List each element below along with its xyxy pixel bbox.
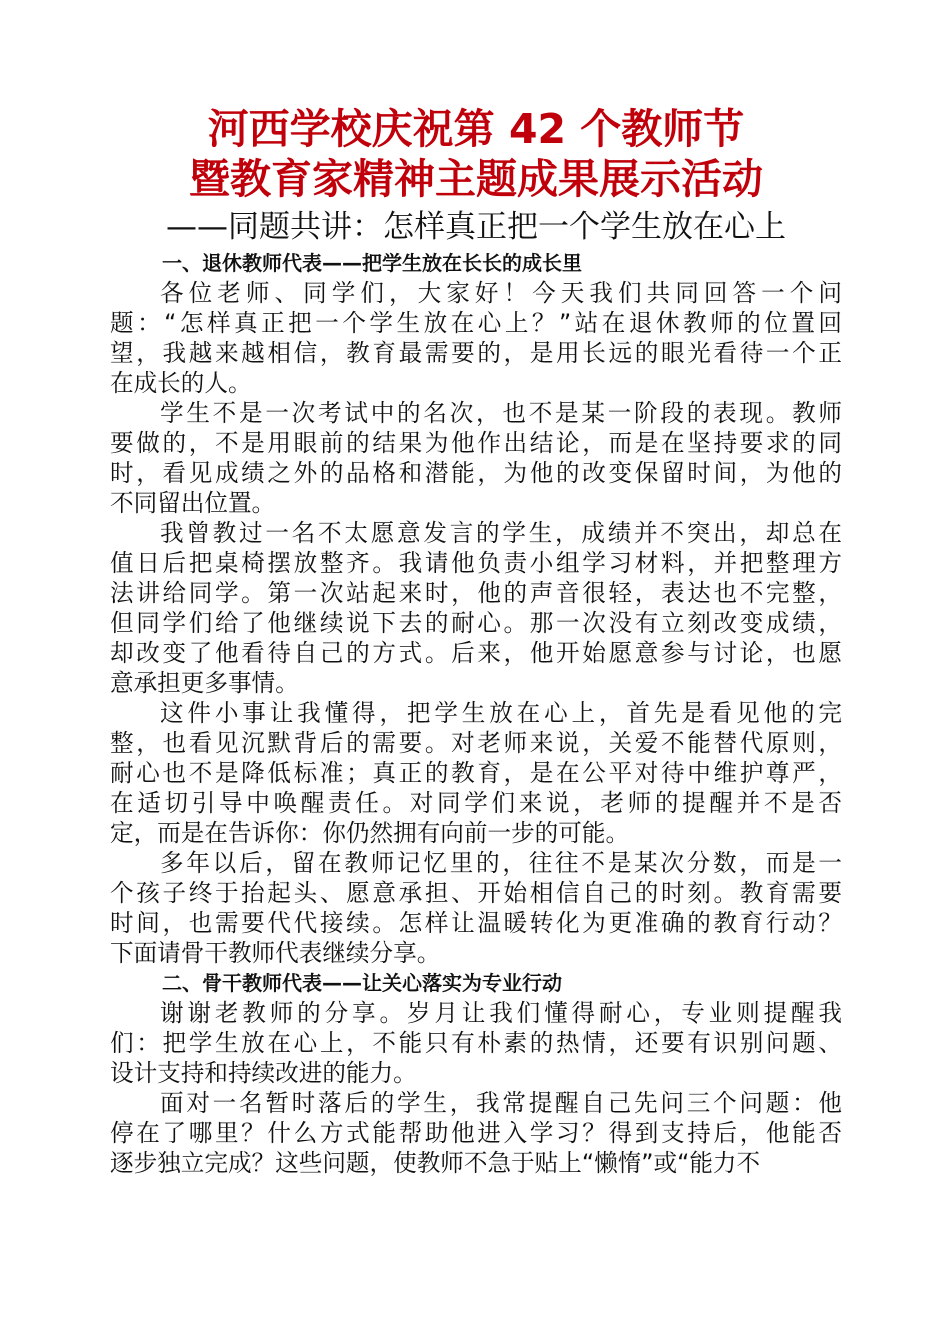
paragraph-line: 面对一名暂时落后的学生，我常提醒自己先问三个问题：他: [160, 1089, 842, 1117]
paragraph-line: 下面请骨干教师代表继续分享。: [110, 939, 441, 967]
document-page: [110, 104, 842, 1178]
title-line-2: 暨教育家精神主题成果展示活动: [189, 155, 763, 203]
paragraph-line: 耐心也不是降低标准；真正的教育，是在公平对待中维护尊严，: [110, 759, 842, 787]
paragraph-line: 个孩子终于抬起头、愿意承担、开始相信自己的时刻。教育需要: [110, 879, 842, 907]
paragraph-line: 谢谢老教师的分享。岁月让我们懂得耐心，专业则提醒我: [160, 999, 842, 1027]
subtitle: ——同题共讲：怎样真正把一个学生放在心上: [166, 209, 786, 245]
paragraph-line: 们：把学生放在心上，不能只有朴素的热情，还要有识别问题、: [110, 1029, 842, 1057]
paragraph-line: 逐步独立完成？这些问题，使教师不急于贴上“懒惰”或“能力不: [110, 1149, 761, 1177]
paragraph-line: 意承担更多事情。: [110, 669, 299, 697]
paragraph: [110, 518, 842, 698]
paragraph-line: 各位老师、同学们，大家好！今天我们共同回答一个问: [160, 279, 842, 307]
paragraph: [110, 698, 842, 848]
paragraph-line: 停在了哪里？什么方式能帮助他进入学习？得到支持后，他能否: [110, 1119, 842, 1147]
paragraph-line: 整，也看见沉默背后的需要。对老师来说，关爱不能替代原则，: [110, 729, 842, 757]
paragraph-line: 要做的，不是用眼前的结果为他作出结论，而是在坚持要求的同: [110, 429, 842, 457]
paragraph-line: 我曾教过一名不太愿意发言的学生，成绩并不突出，却总在: [160, 519, 842, 547]
paragraph: [110, 998, 842, 1088]
paragraph-line: 定，而是在告诉你：你仍然拥有向前一步的可能。: [110, 819, 630, 847]
paragraph-line: 法讲给同学。第一次站起来时，他的声音很轻，表达也不完整，: [110, 579, 842, 607]
paragraph-line: 值日后把桌椅摆放整齐。我请他负责小组学习材料，并把整理方: [110, 549, 842, 577]
paragraph-line: 却改变了他看待自己的方式。后来，他开始愿意参与讨论，也愿: [110, 639, 842, 667]
document-body: [110, 248, 842, 1178]
paragraph-line: 在适切引导中唤醒责任。对同学们来说，老师的提醒并不是否: [110, 789, 842, 817]
paragraph-line: 但同学们给了他继续说下去的耐心。那一次没有立刻改变成绩，: [110, 609, 842, 637]
paragraph: [110, 398, 842, 518]
paragraph-line: 在成长的人。: [110, 369, 252, 397]
section-heading: 一、退休教师代表——把学生放在长长的成长里: [162, 251, 582, 275]
paragraph: [110, 848, 842, 968]
paragraph-line: 不同留出位置。: [110, 489, 276, 517]
paragraph-line: 这件小事让我懂得，把学生放在心上，首先是看见他的完: [160, 699, 842, 727]
paragraph-line: 设计支持和持续改进的能力。: [110, 1059, 417, 1087]
paragraph-line: 多年以后，留在教师记忆里的，往往不是某次分数，而是一: [160, 849, 842, 877]
section-heading: 二、骨干教师代表——让关心落实为专业行动: [162, 971, 562, 995]
paragraph-line: 望，我越来越相信，教育最需要的，是用长远的眼光看待一个正: [110, 339, 842, 367]
paragraph: [110, 1088, 842, 1178]
paragraph-line: 时间，也需要代代接续。怎样让温暖转化为更准确的教育行动？: [110, 909, 842, 937]
paragraph-line: 时，看见成绩之外的品格和潜能，为他的改变保留时间，为他的: [110, 459, 842, 487]
paragraph-line: 学生不是一次考试中的名次，也不是某一阶段的表现。教师: [160, 399, 842, 427]
paragraph: [110, 278, 842, 398]
title-line-1: 河西学校庆祝第 42 个教师节: [207, 105, 745, 153]
paragraph-line: 题：“怎样真正把一个学生放在心上？”站在退休教师的位置回: [110, 309, 842, 337]
